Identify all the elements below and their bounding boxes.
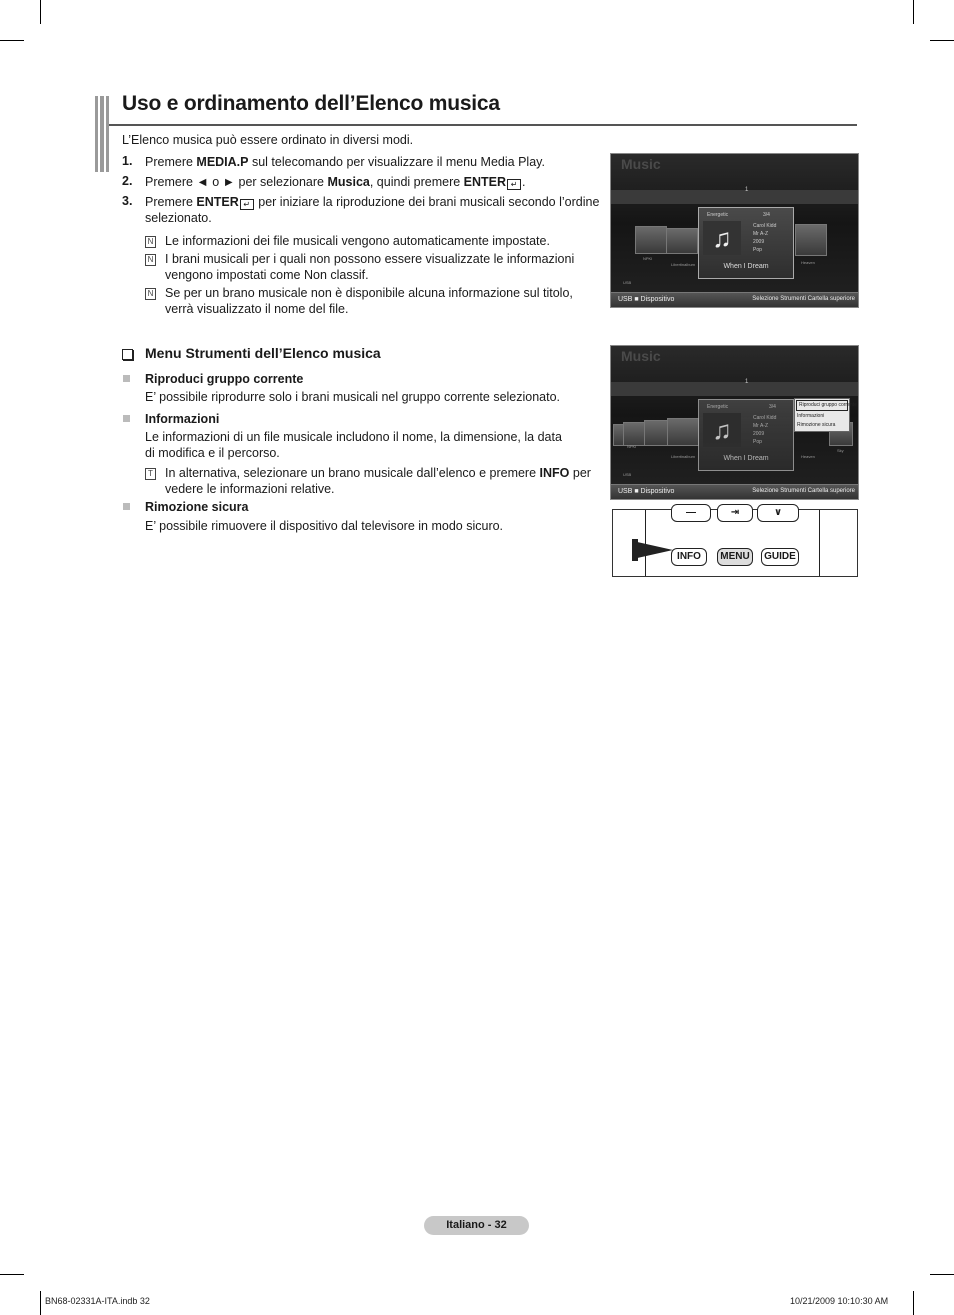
- bullet-icon: [123, 415, 130, 422]
- pointer-arrow-icon: [633, 541, 673, 559]
- thumb-label: Libertinalbum: [671, 454, 696, 459]
- folder-thumb: [623, 422, 645, 446]
- music-screen-1: [610, 153, 859, 308]
- footer-date: 10/21/2009 10:10:30 AM: [790, 1296, 889, 1306]
- item-heading: Rimozione sicura: [145, 500, 249, 514]
- section-heading: Menu Strumenti dell’Elenco musica: [145, 345, 381, 361]
- step-1: Premere MEDIA.P sul telecomando per visualizzare il menu Media Play.: [145, 155, 545, 169]
- device-label: USB: [623, 472, 632, 477]
- guide-button: GUIDE: [761, 548, 799, 566]
- source-button: ⇥: [717, 504, 753, 522]
- bar-left: USB ■ Dispositivo: [618, 488, 675, 495]
- bullet-icon: [123, 503, 130, 510]
- item-heading: Riproduci gruppo corrente: [145, 372, 304, 386]
- thumb-label: Sky: [837, 448, 844, 453]
- file-name: When I Dream: [723, 455, 769, 462]
- folder-thumb: [666, 228, 698, 254]
- menu-item-safe-remove[interactable]: Rimozione sicura: [797, 422, 836, 428]
- meta-album: Mr A-Z: [753, 231, 768, 237]
- step-2: Premere ◄ o ► per selezionare Musica, quindi premere ENTER ↵ .: [145, 175, 526, 189]
- step-3: Premere ENTER ↵ per iniziare la riproduzione dei brani musicali secondo l’ordine selezionato.: [145, 195, 600, 225]
- note-text: Se per un brano musicale non è disponibile alcuna informazione sul titolo, verrà visualizzato il nome del file.: [165, 286, 573, 316]
- item-text: E’ possibile rimuovere il dispositivo dal televisore in modo sicuro.: [145, 519, 504, 533]
- crop-mark: [930, 1274, 954, 1275]
- note-text: Le informazioni dei file musicali vengono automaticamente impostate.: [165, 234, 550, 248]
- pointer-bar: [632, 539, 638, 561]
- minus-button: —: [671, 504, 711, 522]
- bar-right: Selezione Strumenti Cartella superiore: [752, 296, 855, 302]
- info-button: INFO: [671, 548, 707, 566]
- bar-right: Selezione Strumenti Cartella superiore: [752, 488, 855, 494]
- crop-mark: [913, 0, 914, 24]
- screen-counter: 1: [745, 379, 749, 385]
- page-title: Uso e ordinamento dell’Elenco musica: [122, 92, 500, 115]
- page-number: Italiano - 32: [424, 1216, 529, 1235]
- crop-mark: [0, 1274, 24, 1275]
- screen-band: [611, 190, 858, 204]
- screen-band: [611, 382, 858, 396]
- group-label: Energetic: [707, 404, 729, 410]
- screen-status-bar: [611, 484, 858, 499]
- enter-icon: ↵: [507, 179, 521, 190]
- meta-artist: Carol Kidd: [753, 415, 777, 421]
- device-label: USB: [623, 280, 632, 285]
- meta-genre: Pop: [753, 439, 762, 445]
- thumb-label: Heaven: [801, 454, 815, 459]
- item-text: E’ possibile riprodurre solo i brani musicali nel gruppo corrente selezionato.: [145, 390, 561, 404]
- meta-year: 2009: [753, 239, 765, 245]
- title-rule: [109, 124, 857, 126]
- crop-mark: [913, 1291, 914, 1315]
- folder-thumb: [635, 226, 667, 254]
- folder-thumb: [644, 420, 668, 446]
- position-label: 3/4: [763, 212, 770, 218]
- music-note-icon: ♫: [703, 221, 741, 255]
- note-icon: N: [145, 254, 156, 266]
- crop-mark: [40, 1291, 41, 1315]
- screen-title: Music: [621, 156, 661, 172]
- folder-thumb: [667, 418, 699, 446]
- menu-item-information[interactable]: Informazioni: [797, 413, 825, 419]
- thumb-label: NPKI: [643, 256, 653, 261]
- bar-left: USB ■ Dispositivo: [618, 296, 675, 303]
- note-icon: N: [145, 288, 156, 300]
- meta-album: Mr A-Z: [753, 423, 768, 429]
- screen-title: Music: [621, 348, 661, 364]
- music-note-icon: ♫: [703, 413, 741, 447]
- bullet-icon: [123, 375, 130, 382]
- file-name: When I Dream: [723, 263, 769, 270]
- footer-file: BN68-02331A-ITA.indb 32: [45, 1296, 150, 1306]
- tools-popup-menu: [794, 398, 857, 432]
- tip-text: In alternativa, selezionare un brano musicale dall’elenco e premere INFO per vedere le informazioni relative.: [165, 466, 591, 496]
- screen-status-bar: [611, 292, 858, 307]
- group-label: Energetic: [707, 212, 729, 218]
- remote-edge: [819, 510, 820, 576]
- screen-counter: 1: [745, 187, 749, 193]
- down-button: ∨: [757, 504, 799, 522]
- item-text: Le informazioni di un file musicale includono il nome, la dimensione, la data di modifica e il percorso.: [145, 430, 562, 460]
- meta-year: 2009: [753, 431, 765, 437]
- crop-mark: [930, 40, 954, 41]
- thumb-label: Heaven: [801, 260, 815, 265]
- item-heading: Informazioni: [145, 412, 220, 426]
- crop-mark: [40, 0, 41, 24]
- thumb-label: NPKI: [627, 444, 637, 449]
- thumb-label: Libertinalbum: [671, 262, 696, 267]
- intro-text: L’Elenco musica può essere ordinato in diversi modi.: [122, 133, 414, 147]
- menu-button: MENU: [717, 548, 753, 566]
- music-thumb: [795, 224, 827, 256]
- position-label: 3/4: [769, 404, 776, 410]
- crop-mark: [0, 40, 24, 41]
- selected-track-card: [698, 399, 794, 471]
- note-text: I brani musicali per i quali non possono essere visualizzate le informazioni vengono impostati come Non classif.: [165, 252, 575, 282]
- step-number: 3.: [122, 194, 133, 208]
- tip-icon: T: [145, 468, 156, 480]
- music-screen-2: [610, 345, 859, 500]
- step-number: 2.: [122, 174, 133, 188]
- selected-track-card: [698, 207, 794, 279]
- menu-item-play-group[interactable]: Riproduci gruppo corrente: [799, 402, 857, 408]
- step-number: 1.: [122, 154, 133, 168]
- meta-genre: Pop: [753, 247, 762, 253]
- section-checkbox-icon: [122, 349, 133, 360]
- enter-icon: ↵: [240, 199, 254, 210]
- note-icon: N: [145, 236, 156, 248]
- remote-illustration: [612, 509, 858, 577]
- meta-artist: Carol Kidd: [753, 223, 777, 229]
